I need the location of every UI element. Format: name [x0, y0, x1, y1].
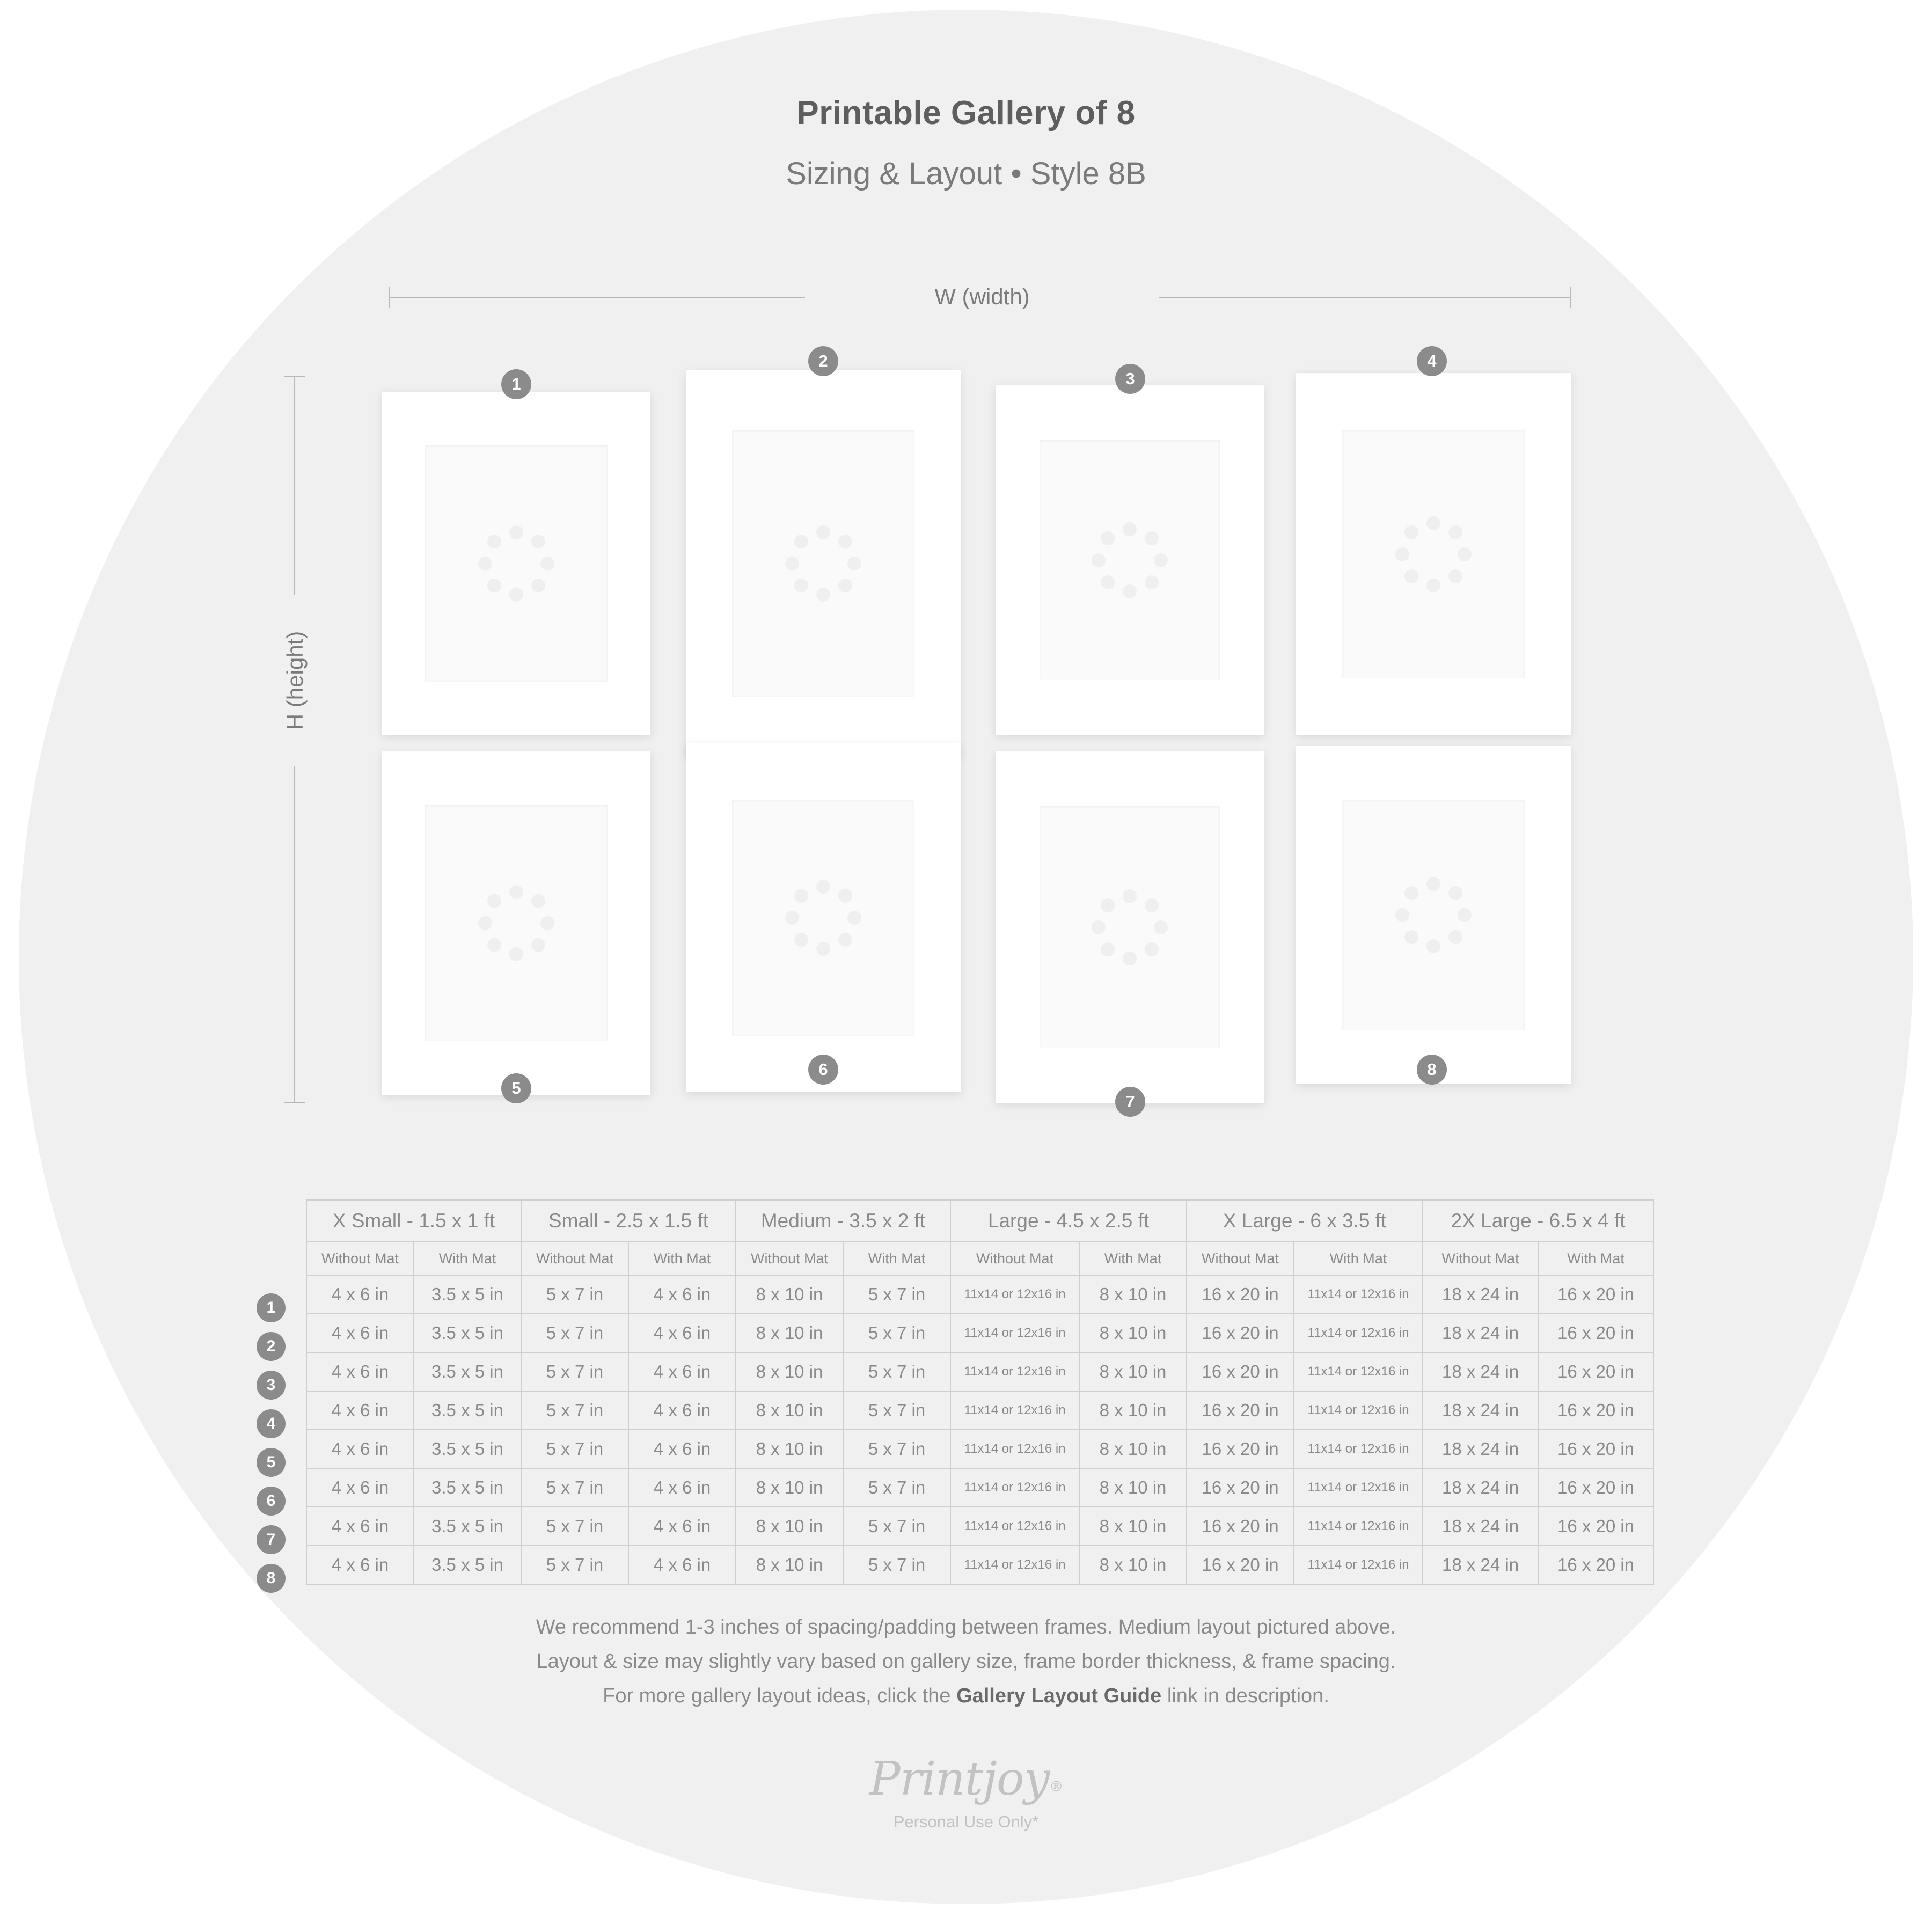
cell: 3.5 x 5 in — [414, 1468, 521, 1507]
cell: 16 x 20 in — [1538, 1430, 1653, 1468]
frame-badge-3: 3 — [1115, 364, 1145, 394]
cell: 11x14 or 12x16 in — [950, 1391, 1079, 1430]
frame-badge-4: 4 — [1417, 346, 1447, 376]
gallery-frame-6 — [686, 743, 961, 1092]
cell: 16 x 20 in — [1187, 1546, 1294, 1584]
cell: 16 x 20 in — [1538, 1391, 1653, 1430]
cell: 11x14 or 12x16 in — [1294, 1391, 1423, 1430]
cell: 5 x 7 in — [843, 1391, 950, 1430]
placeholder-spinner-icon — [1089, 520, 1170, 601]
table-group-small: Small - 2.5 x 1.5 ft — [521, 1200, 736, 1242]
frame-artwork-2 — [732, 430, 914, 697]
table-subhead-1: With Mat — [414, 1242, 521, 1275]
cell: 8 x 10 in — [1079, 1275, 1187, 1314]
cell: 18 x 24 in — [1423, 1314, 1538, 1352]
frame-badge-5: 5 — [501, 1073, 531, 1103]
cell: 5 x 7 in — [521, 1314, 628, 1352]
table-subhead-9: With Mat — [1294, 1242, 1423, 1275]
cell: 5 x 7 in — [521, 1507, 628, 1546]
cell: 3.5 x 5 in — [414, 1507, 521, 1546]
cell: 16 x 20 in — [1538, 1468, 1653, 1507]
cell: 16 x 20 in — [1187, 1391, 1294, 1430]
cell: 8 x 10 in — [736, 1314, 843, 1352]
cell: 8 x 10 in — [736, 1430, 843, 1468]
logo-wordmark: Printjoy — [869, 1752, 1050, 1806]
frame-mat-5 — [425, 805, 608, 1041]
cell: 16 x 20 in — [1187, 1430, 1294, 1468]
table-group-xlarge: X Large - 6 x 3.5 ft — [1187, 1200, 1423, 1242]
cell: 8 x 10 in — [1079, 1391, 1187, 1430]
gallery-frame-3 — [996, 385, 1264, 735]
table-row — [306, 1314, 1653, 1352]
cell: 8 x 10 in — [1079, 1352, 1187, 1391]
footnote-line-3 — [0, 1679, 1932, 1713]
table-row — [306, 1352, 1653, 1391]
cell: 8 x 10 in — [1079, 1430, 1187, 1468]
height-label: H (height) — [280, 595, 310, 766]
table-group-xsmall: X Small - 1.5 x 1 ft — [306, 1200, 521, 1242]
frame-mat-6 — [732, 800, 914, 1036]
cell: 4 x 6 in — [628, 1468, 736, 1507]
footnote-line-1: We recommend 1-3 inches of spacing/padding between frames. Medium layout pictured above. — [536, 1616, 1396, 1638]
cell: 4 x 6 in — [628, 1507, 736, 1546]
table-row-badge-4: 4 — [257, 1409, 286, 1438]
cell: 8 x 10 in — [736, 1468, 843, 1507]
gallery-frame-7 — [996, 751, 1264, 1103]
cell: 4 x 6 in — [628, 1275, 736, 1314]
table-subhead-7: With Mat — [1079, 1242, 1187, 1275]
cell: 11x14 or 12x16 in — [950, 1352, 1079, 1391]
frame-mat-8 — [1342, 800, 1525, 1030]
cell: 18 x 24 in — [1423, 1430, 1538, 1468]
cell: 4 x 6 in — [306, 1430, 414, 1468]
table-row — [306, 1391, 1653, 1430]
cell: 5 x 7 in — [521, 1468, 628, 1507]
cell: 5 x 7 in — [843, 1468, 950, 1507]
table-row — [306, 1507, 1653, 1546]
cell: 4 x 6 in — [628, 1352, 736, 1391]
cell: 11x14 or 12x16 in — [1294, 1468, 1423, 1507]
footnote-line-3-pre: For more gallery layout ideas, click the — [603, 1685, 957, 1707]
cell: 4 x 6 in — [306, 1546, 414, 1584]
placeholder-spinner-icon — [783, 523, 863, 604]
cell: 8 x 10 in — [736, 1507, 843, 1546]
cell: 18 x 24 in — [1423, 1507, 1538, 1546]
cell: 8 x 10 in — [1079, 1507, 1187, 1546]
table-subhead-3: With Mat — [628, 1242, 736, 1275]
width-cap-left — [389, 287, 390, 308]
frame-badge-8: 8 — [1417, 1055, 1447, 1085]
cell: 5 x 7 in — [521, 1352, 628, 1391]
cell: 11x14 or 12x16 in — [950, 1468, 1079, 1507]
frame-mat-2 — [732, 430, 914, 697]
table-row-badge-5: 5 — [257, 1448, 286, 1477]
width-cap-right — [1570, 287, 1571, 308]
frame-artwork-1 — [425, 445, 608, 682]
cell: 4 x 6 in — [628, 1391, 736, 1430]
frame-artwork-5 — [425, 805, 608, 1041]
cell: 4 x 6 in — [628, 1314, 736, 1352]
cell: 3.5 x 5 in — [414, 1275, 521, 1314]
gallery-frame-8 — [1296, 746, 1571, 1084]
logo-tagline: Personal Use Only* — [893, 1812, 1039, 1831]
placeholder-spinner-icon — [476, 523, 557, 604]
table-row-badge-2: 2 — [257, 1332, 286, 1361]
placeholder-spinner-icon — [1089, 887, 1170, 968]
cell: 18 x 24 in — [1423, 1352, 1538, 1391]
cell: 18 x 24 in — [1423, 1546, 1538, 1584]
cell: 18 x 24 in — [1423, 1391, 1538, 1430]
frame-mat-7 — [1040, 806, 1220, 1048]
cell: 18 x 24 in — [1423, 1275, 1538, 1314]
cell: 3.5 x 5 in — [414, 1314, 521, 1352]
frame-badge-6: 6 — [808, 1055, 838, 1085]
cell: 11x14 or 12x16 in — [950, 1507, 1079, 1546]
width-label: W (width) — [805, 282, 1159, 312]
cell: 5 x 7 in — [521, 1391, 628, 1430]
registered-mark: ® — [1049, 1779, 1063, 1795]
brand-logo — [0, 1752, 1932, 1832]
cell: 3.5 x 5 in — [414, 1546, 521, 1584]
frame-mat-1 — [425, 445, 608, 682]
cell: 18 x 24 in — [1423, 1468, 1538, 1507]
frame-artwork-8 — [1342, 800, 1525, 1030]
cell: 11x14 or 12x16 in — [1294, 1275, 1423, 1314]
table-row-badge-8: 8 — [257, 1564, 286, 1593]
footnote-line-3-post: link in description. — [1161, 1685, 1329, 1707]
cell: 11x14 or 12x16 in — [1294, 1352, 1423, 1391]
table-row — [306, 1430, 1653, 1468]
cell: 8 x 10 in — [1079, 1468, 1187, 1507]
cell: 3.5 x 5 in — [414, 1430, 521, 1468]
table-group-large: Large - 4.5 x 2.5 ft — [950, 1200, 1187, 1242]
page-subtitle: Sizing & Layout • Style 8B — [786, 156, 1146, 191]
cell: 8 x 10 in — [1079, 1546, 1187, 1584]
cell: 11x14 or 12x16 in — [1294, 1507, 1423, 1546]
cell: 16 x 20 in — [1538, 1352, 1653, 1391]
cell: 5 x 7 in — [843, 1314, 950, 1352]
frame-artwork-7 — [1040, 806, 1220, 1048]
cell: 4 x 6 in — [306, 1352, 414, 1391]
cell: 11x14 or 12x16 in — [950, 1275, 1079, 1314]
table-row-badge-6: 6 — [257, 1487, 286, 1516]
table-row-badge-7: 7 — [257, 1525, 286, 1554]
cell: 8 x 10 in — [736, 1546, 843, 1584]
page-title: Printable Gallery of 8 — [796, 94, 1136, 131]
cell: 11x14 or 12x16 in — [1294, 1314, 1423, 1352]
frame-badge-1: 1 — [501, 369, 531, 399]
cell: 4 x 6 in — [628, 1430, 736, 1468]
gallery-frame-1 — [382, 392, 650, 735]
cell: 11x14 or 12x16 in — [950, 1314, 1079, 1352]
table-subhead-6: Without Mat — [950, 1242, 1079, 1275]
cell: 5 x 7 in — [843, 1430, 950, 1468]
frame-mat-3 — [1040, 440, 1220, 680]
gallery-frame-4 — [1296, 373, 1571, 735]
cell: 8 x 10 in — [1079, 1314, 1187, 1352]
table-row — [306, 1546, 1653, 1584]
table-group-medium: Medium - 3.5 x 2 ft — [736, 1200, 950, 1242]
table-subhead-4: Without Mat — [736, 1242, 843, 1275]
placeholder-spinner-icon — [1393, 514, 1474, 595]
cell: 16 x 20 in — [1538, 1546, 1653, 1584]
table-subhead-11: With Mat — [1538, 1242, 1653, 1275]
table-subhead-0: Without Mat — [306, 1242, 414, 1275]
frame-badge-7: 7 — [1115, 1087, 1145, 1117]
size-table-wrapper — [306, 1199, 1653, 1585]
cell: 11x14 or 12x16 in — [950, 1546, 1079, 1584]
cell: 16 x 20 in — [1187, 1314, 1294, 1352]
height-cap-bottom — [284, 1102, 305, 1103]
table-row — [306, 1468, 1653, 1507]
cell: 11x14 or 12x16 in — [1294, 1430, 1423, 1468]
cell: 8 x 10 in — [736, 1352, 843, 1391]
placeholder-spinner-icon — [1393, 875, 1474, 955]
cell: 11x14 or 12x16 in — [1294, 1546, 1423, 1584]
cell: 5 x 7 in — [843, 1352, 950, 1391]
gallery-frame-5 — [382, 751, 650, 1095]
cell: 4 x 6 in — [306, 1507, 414, 1546]
table-row — [306, 1275, 1653, 1314]
cell: 4 x 6 in — [306, 1314, 414, 1352]
cell: 16 x 20 in — [1187, 1352, 1294, 1391]
cell: 16 x 20 in — [1187, 1468, 1294, 1507]
frame-artwork-6 — [732, 800, 914, 1036]
table-subhead-2: Without Mat — [521, 1242, 628, 1275]
cell: 5 x 7 in — [521, 1430, 628, 1468]
cell: 3.5 x 5 in — [414, 1352, 521, 1391]
logo-wordmark-wrap — [0, 1752, 1932, 1806]
cell: 16 x 20 in — [1538, 1275, 1653, 1314]
height-cap-top — [284, 376, 305, 377]
frame-mat-4 — [1342, 430, 1525, 678]
placeholder-spinner-icon — [476, 883, 557, 963]
cell: 16 x 20 in — [1538, 1314, 1653, 1352]
size-table — [306, 1199, 1654, 1585]
placeholder-spinner-icon — [783, 877, 863, 958]
frame-artwork-4 — [1342, 430, 1525, 678]
cell: 4 x 6 in — [306, 1468, 414, 1507]
table-subheader-row — [306, 1242, 1653, 1275]
cell: 3.5 x 5 in — [414, 1391, 521, 1430]
table-group-2xlarge: 2X Large - 6.5 x 4 ft — [1423, 1200, 1653, 1242]
gallery-layout-guide-link[interactable]: Gallery Layout Guide — [956, 1685, 1162, 1707]
cell: 16 x 20 in — [1538, 1507, 1653, 1546]
cell: 8 x 10 in — [736, 1391, 843, 1430]
frame-badge-2: 2 — [808, 346, 838, 376]
table-subhead-5: With Mat — [843, 1242, 950, 1275]
cell: 8 x 10 in — [736, 1275, 843, 1314]
footnote-line-2: Layout & size may slightly vary based on gallery size, frame border thickness, & frame spacing. — [536, 1650, 1396, 1673]
footnotes — [0, 1610, 1932, 1713]
cell: 11x14 or 12x16 in — [950, 1430, 1079, 1468]
cell: 5 x 7 in — [843, 1546, 950, 1584]
cell: 5 x 7 in — [843, 1275, 950, 1314]
cell: 5 x 7 in — [521, 1275, 628, 1314]
cell: 4 x 6 in — [306, 1391, 414, 1430]
cell: 4 x 6 in — [306, 1275, 414, 1314]
cell: 4 x 6 in — [628, 1546, 736, 1584]
table-subhead-8: Without Mat — [1187, 1242, 1294, 1275]
cell: 5 x 7 in — [843, 1507, 950, 1546]
cell: 5 x 7 in — [521, 1546, 628, 1584]
cell: 16 x 20 in — [1187, 1275, 1294, 1314]
table-row-badge-1: 1 — [257, 1293, 286, 1322]
table-row-badge-3: 3 — [257, 1371, 286, 1400]
cell: 16 x 20 in — [1187, 1507, 1294, 1546]
frame-artwork-3 — [1040, 440, 1220, 680]
gallery-frame-2 — [686, 370, 961, 757]
table-group-header-row — [306, 1200, 1653, 1242]
table-subhead-10: Without Mat — [1423, 1242, 1538, 1275]
